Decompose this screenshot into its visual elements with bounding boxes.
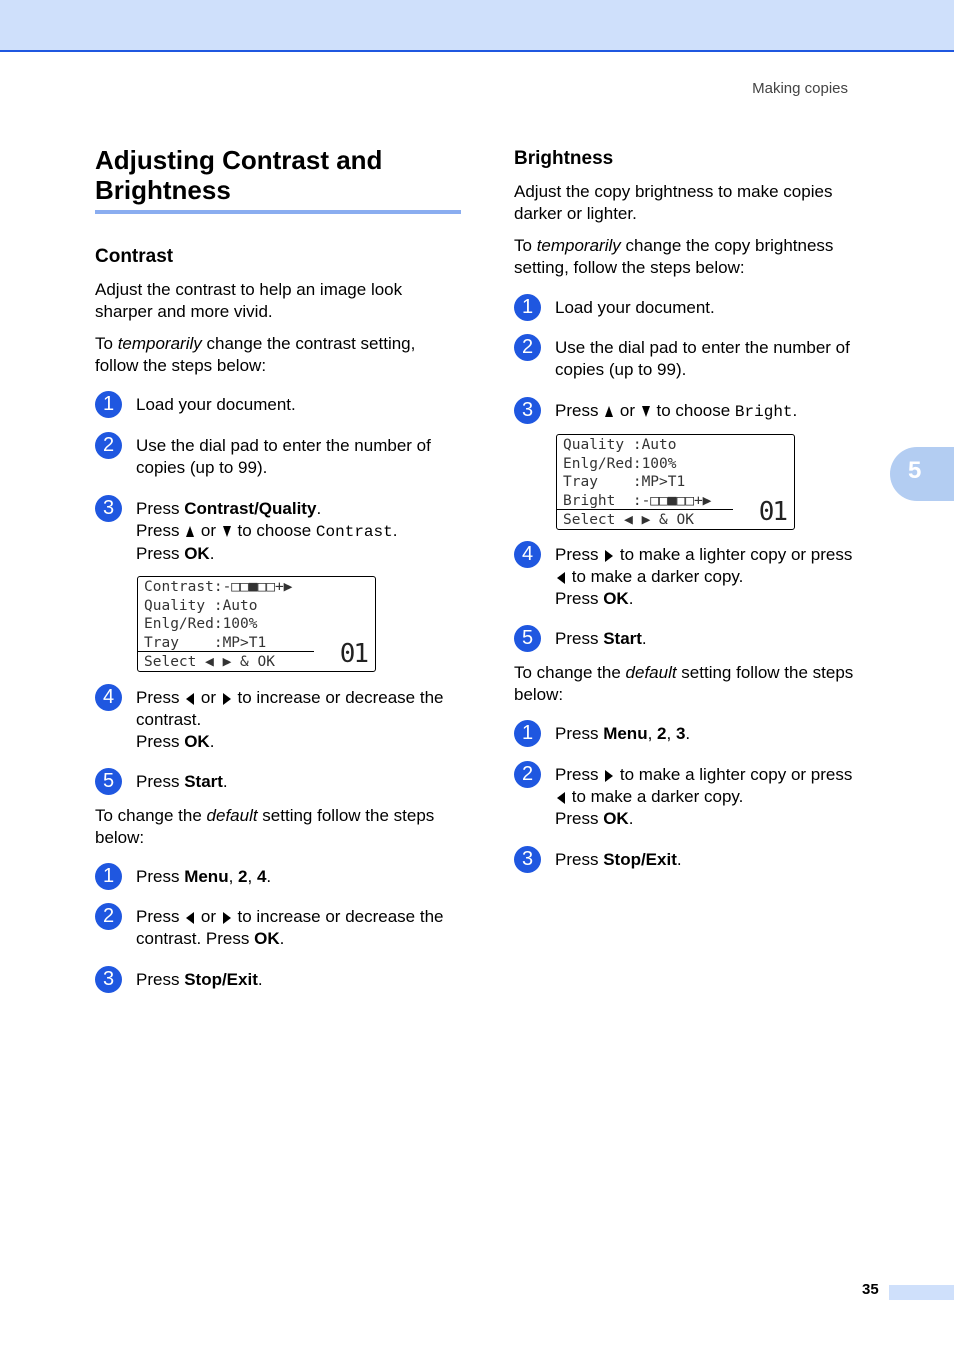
- top-header-band: [0, 0, 954, 52]
- comma: ,: [647, 724, 658, 743]
- press-text: Press: [555, 545, 604, 564]
- step-text: [136, 435, 466, 479]
- rest-text: to make a darker copy.: [567, 787, 744, 806]
- temp-line2: setting, follow the steps below:: [514, 258, 745, 277]
- arrow-up-icon: [605, 406, 613, 417]
- step-line1: Use the dial pad to enter the number of: [555, 338, 850, 357]
- contrast-intro-line2: sharper and more vivid.: [95, 302, 273, 321]
- section-title-line1: Adjusting Contrast and: [95, 145, 383, 175]
- default-line2: below:: [514, 685, 564, 704]
- step-text: [136, 906, 466, 950]
- press-text: Press: [136, 688, 185, 707]
- start-key: Start: [603, 629, 642, 648]
- default-c: setting follow the steps: [676, 663, 854, 682]
- press-text: Press: [555, 401, 604, 420]
- ok-key: OK: [603, 589, 629, 608]
- step-number: 2: [514, 761, 541, 788]
- press-text: Press: [136, 907, 185, 926]
- press-text: Press: [136, 970, 185, 989]
- start-key: Start: [184, 772, 223, 791]
- press-text: Press: [136, 732, 185, 751]
- arrow-up-icon: [186, 526, 194, 537]
- or-text: or: [615, 401, 640, 420]
- press-text: Press: [555, 809, 604, 828]
- step-number: 2: [95, 903, 122, 930]
- rest-text: to increase or decrease the: [232, 907, 444, 926]
- contrast-intro: [95, 279, 465, 323]
- contrast-default-text: [95, 805, 465, 849]
- step-line2: contrast.: [136, 710, 202, 729]
- arrow-down-icon: [642, 406, 650, 417]
- stop-exit-key: Stop/Exit: [184, 970, 258, 989]
- step-number: 1: [95, 863, 122, 890]
- or-text: or: [196, 521, 221, 540]
- key-3: 3: [675, 724, 686, 743]
- contrast-heading: Contrast: [95, 246, 174, 267]
- lcd-display-brightness: [556, 434, 795, 530]
- step-line2: copies (up to 99).: [136, 458, 268, 477]
- step-text: [136, 498, 466, 565]
- step-text: [555, 723, 885, 745]
- lcd-bottom-line: Select ◀ ▶ & OK: [563, 511, 694, 528]
- dot: .: [628, 589, 634, 608]
- lcd-separator: [138, 651, 314, 652]
- choose-text: to choose: [232, 521, 316, 540]
- step-number: 4: [95, 684, 122, 711]
- step-text: [555, 400, 885, 423]
- dot: .: [209, 732, 215, 751]
- brightness-intro-line2: darker or lighter.: [514, 204, 637, 223]
- step-text: [136, 866, 466, 888]
- step-text: [136, 969, 466, 991]
- temp-line2: follow the steps below:: [95, 356, 267, 375]
- lcd-counter: 01: [339, 639, 367, 669]
- lcd-line: Enlg/Red:100%: [563, 455, 677, 472]
- dot: .: [266, 867, 272, 886]
- press-text: Press: [555, 724, 604, 743]
- brightness-temp-text: [514, 235, 884, 279]
- arrow-left-icon: [557, 572, 565, 584]
- step-line2: copies (up to 99).: [555, 360, 687, 379]
- stop-exit-key: Stop/Exit: [603, 850, 677, 869]
- lcd-bottom-line: Select ◀ ▶ & OK: [144, 653, 275, 670]
- step-number: 3: [95, 495, 122, 522]
- temp-a: To: [514, 236, 537, 255]
- press-text: Press: [555, 589, 604, 608]
- arrow-left-icon: [186, 693, 194, 705]
- arrow-left-icon: [557, 792, 565, 804]
- comma: ,: [247, 867, 257, 886]
- press-text: Press: [136, 772, 185, 791]
- temp-c: change the copy brightness: [620, 236, 834, 255]
- temp-a: To: [95, 334, 118, 353]
- step-number: 1: [95, 391, 122, 418]
- dot: .: [676, 850, 682, 869]
- dot: .: [257, 970, 263, 989]
- brightness-intro-line1: Adjust the copy brightness to make copies: [514, 182, 833, 201]
- step-text: [555, 628, 885, 650]
- key-2: 2: [657, 724, 667, 743]
- arrow-right-icon: [223, 693, 231, 705]
- arrow-left-icon: [186, 912, 194, 924]
- dot: .: [279, 929, 285, 948]
- dot: .: [222, 772, 228, 791]
- default-c: setting follow the steps: [257, 806, 435, 825]
- lcd-separator: [557, 509, 733, 510]
- press-text: Press: [555, 850, 604, 869]
- step-number: 3: [95, 966, 122, 993]
- step-number: 3: [514, 846, 541, 873]
- lcd-counter: 01: [758, 497, 786, 527]
- contrast-temp-text: [95, 333, 465, 377]
- choose-text: to choose: [651, 401, 735, 420]
- key-4: 4: [256, 867, 267, 886]
- press-text: Press: [555, 765, 604, 784]
- section-title-line2: Brightness: [95, 175, 231, 205]
- default-italic: default: [625, 663, 677, 682]
- menu-key: Menu: [184, 867, 229, 886]
- lcd-line: Tray :MP>T1: [144, 635, 267, 652]
- key-2: 2: [238, 867, 248, 886]
- lcd-line: Tray :MP>T1: [563, 474, 686, 491]
- step-text: [555, 849, 885, 871]
- rest-text: to make a darker copy.: [567, 567, 744, 586]
- contrast-press-text: contrast. Press: [136, 929, 255, 948]
- press-text: Press: [136, 544, 185, 563]
- step-text: [555, 544, 885, 610]
- step-text: [555, 337, 885, 381]
- dot: .: [628, 809, 634, 828]
- ok-key: OK: [184, 544, 210, 563]
- step-text: Load your document.: [136, 395, 296, 414]
- ok-key: OK: [254, 929, 280, 948]
- step-number: 3: [514, 397, 541, 424]
- title-underline: [95, 210, 461, 214]
- step-text: [555, 764, 885, 830]
- rest-text: to increase or decrease the: [232, 688, 444, 707]
- contrast-quality-key: Contrast/Quality: [184, 499, 317, 518]
- step-number: 2: [95, 432, 122, 459]
- step-text: [136, 771, 466, 793]
- step-number: 1: [514, 294, 541, 321]
- temp-c: change the contrast setting,: [201, 334, 416, 353]
- brightness-intro: [514, 181, 884, 225]
- step-number: 1: [514, 720, 541, 747]
- step-line1: Use the dial pad to enter the number of: [136, 436, 431, 455]
- default-line2: below:: [95, 828, 145, 847]
- or-text: or: [196, 907, 221, 926]
- ok-key: OK: [603, 809, 629, 828]
- lcd-line: Contrast:-□□■□□+▶: [144, 579, 293, 595]
- lcd-line: Enlg/Red:100%: [144, 616, 258, 633]
- press-text: Press: [136, 521, 185, 540]
- running-head: Making copies: [752, 80, 848, 97]
- press-text: Press: [555, 629, 604, 648]
- arrow-right-icon: [223, 912, 231, 924]
- default-a: To change the: [95, 806, 207, 825]
- press-text: Press: [136, 499, 185, 518]
- contrast-intro-line1: Adjust the contrast to help an image look: [95, 280, 403, 299]
- comma: ,: [228, 867, 239, 886]
- default-italic: default: [206, 806, 258, 825]
- ok-key: OK: [184, 732, 210, 751]
- page-number: 35: [862, 1281, 879, 1298]
- section-title: [95, 145, 461, 205]
- lcd-display-contrast: [137, 576, 376, 672]
- dot: .: [792, 401, 798, 420]
- step-number: 4: [514, 541, 541, 568]
- step-number: 5: [514, 625, 541, 652]
- step-text: [136, 687, 466, 753]
- rest-text: to make a lighter copy or press: [615, 545, 853, 564]
- lcd-option-contrast: Contrast: [315, 523, 393, 541]
- temp-italic: temporarily: [536, 236, 621, 255]
- chapter-number: 5: [908, 457, 922, 484]
- lcd-line: Quality :Auto: [563, 437, 677, 453]
- comma: ,: [666, 724, 676, 743]
- temp-italic: temporarily: [117, 334, 202, 353]
- step-text: Load your document.: [555, 298, 715, 317]
- arrow-down-icon: [223, 526, 231, 537]
- dot: .: [641, 629, 647, 648]
- dot: .: [685, 724, 691, 743]
- dot: .: [392, 521, 398, 540]
- default-a: To change the: [514, 663, 626, 682]
- lcd-line: Quality :Auto: [144, 597, 258, 614]
- arrow-right-icon: [605, 550, 613, 562]
- step-number: 2: [514, 334, 541, 361]
- dot: .: [316, 499, 322, 518]
- page-number-bar: [889, 1285, 954, 1300]
- or-text: or: [196, 688, 221, 707]
- chapter-tab: [890, 447, 954, 501]
- rest-text: to make a lighter copy or press: [615, 765, 853, 784]
- dot: .: [209, 544, 215, 563]
- lcd-line: Bright :-□□■□□+▶: [563, 493, 712, 510]
- arrow-right-icon: [605, 770, 613, 782]
- menu-key: Menu: [603, 724, 648, 743]
- brightness-heading: Brightness: [514, 148, 614, 169]
- press-text: Press: [136, 867, 185, 886]
- step-number: 5: [95, 768, 122, 795]
- brightness-default-text: [514, 662, 884, 706]
- lcd-option-bright: Bright: [734, 403, 793, 421]
